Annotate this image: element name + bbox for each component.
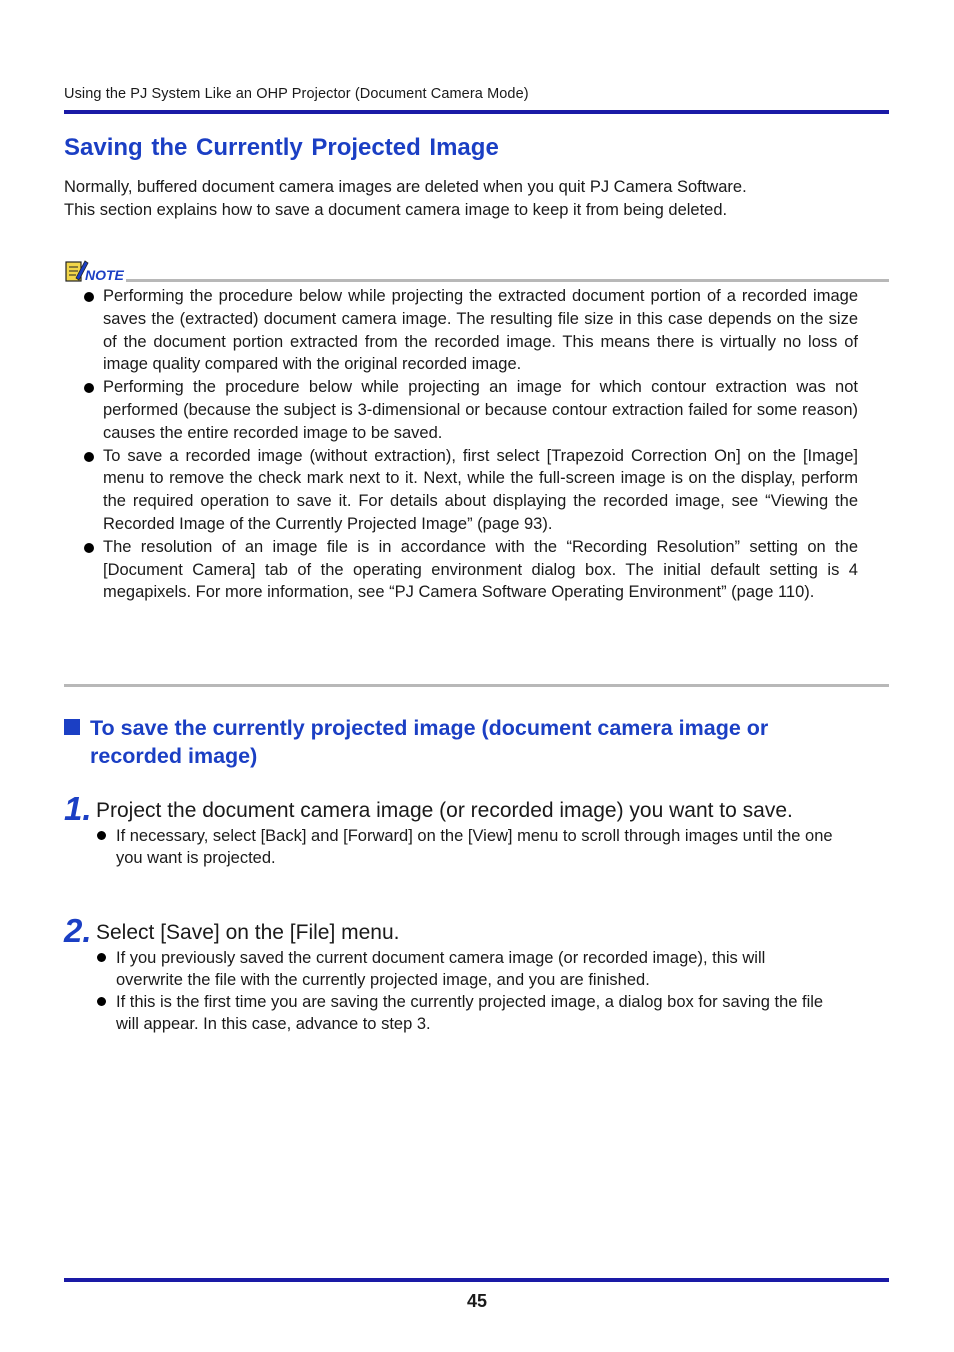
note-icon: [64, 258, 126, 284]
intro-line: This section explains how to save a document camera image to keep it from being deleted.: [64, 200, 728, 219]
step-1: [64, 790, 844, 869]
procedure-heading: [64, 714, 854, 770]
bullet-icon: [97, 831, 106, 840]
note-item: [80, 445, 858, 536]
note-item-text: Performing the procedure below while projecting the extracted document portion of a recorded image saves the (extracted) document camera image. The resulting file size in this case depends on the size of the document portion extracted from the recorded image. This means there is virtually no loss of image quality compared with the original recorded image.: [103, 287, 858, 374]
note-item: [80, 376, 858, 444]
step-bullet-text: If this is the first time you are saving the currently projected image, a dialog box for saving the file will appear. In this case, advance to step 3.: [116, 993, 824, 1033]
note-label: NOTE: [85, 267, 124, 283]
square-bullet-icon: [64, 719, 80, 735]
step-bullet: [96, 947, 836, 991]
step-bullet: [96, 991, 836, 1035]
header-rule: [64, 110, 889, 114]
bullet-icon: [84, 383, 94, 393]
intro-line: Normally, buffered document camera images are deleted when you quit PJ Camera Software.: [64, 178, 747, 196]
step-bullet-text: If you previously saved the current document camera image (or recorded image), this will overwrite the file with the currently projected image, and you are finished.: [116, 949, 766, 989]
footer-rule: [64, 1278, 889, 1282]
note-bottom-rule: [64, 684, 889, 687]
step-text: Project the document camera image (or recorded image) you want to save.: [96, 799, 793, 822]
step-bullets: [96, 825, 836, 869]
note-item-text: The resolution of an image file is in accordance with the “Recording Resolution” setting on the [Document Camera] tab of the operating environment dialog box. The initial default setting is 4 megapixels. For more information, see “PJ Camera Software Operating Environment” (page 110).: [103, 537, 858, 602]
intro-paragraph: [64, 176, 864, 221]
page-number: 45: [466, 1291, 488, 1311]
bullet-icon: [84, 452, 94, 462]
note-item-text: Performing the procedure below while projecting an image for which contour extraction was not performed (because the subject is 3-dimensional or because contour extraction failed for some reason) causes the entire recorded image to be saved.: [103, 378, 858, 442]
bullet-icon: [84, 543, 94, 553]
step-bullet: [96, 825, 836, 869]
page-title: Saving the Currently Projected Image: [64, 134, 499, 161]
note-list: [80, 285, 858, 604]
note-top-rule: [126, 279, 889, 282]
step-2: [64, 912, 844, 1035]
running-header: Using the PJ System Like an OHP Projector (Document Camera Mode): [64, 86, 529, 102]
step-bullets: [96, 947, 836, 1035]
bullet-icon: [97, 953, 106, 962]
procedure-heading-text: To save the currently projected image (document camera image or recorded image): [90, 716, 769, 768]
step-number: 2.: [64, 912, 92, 949]
note-item-text: To save a recorded image (without extraction), first select [Trapezoid Correction On] on the [Image] menu to remove the check mark next to it. Next, while the full-screen image is on the display, perform the required operation to save it. For details about displaying the recorded image, see “Viewing the Recorded Image of the Currently Projected Image” (page 93).: [103, 446, 858, 533]
bullet-icon: [84, 292, 94, 302]
step-number: 1.: [64, 790, 92, 827]
bullet-icon: [97, 997, 106, 1006]
step-bullet-text: If necessary, select [Back] and [Forward] on the [View] menu to scroll through images until the one you want is projected.: [116, 827, 833, 867]
step-text: Select [Save] on the [File] menu.: [96, 921, 400, 944]
note-item: [80, 285, 858, 376]
note-item: [80, 536, 858, 604]
